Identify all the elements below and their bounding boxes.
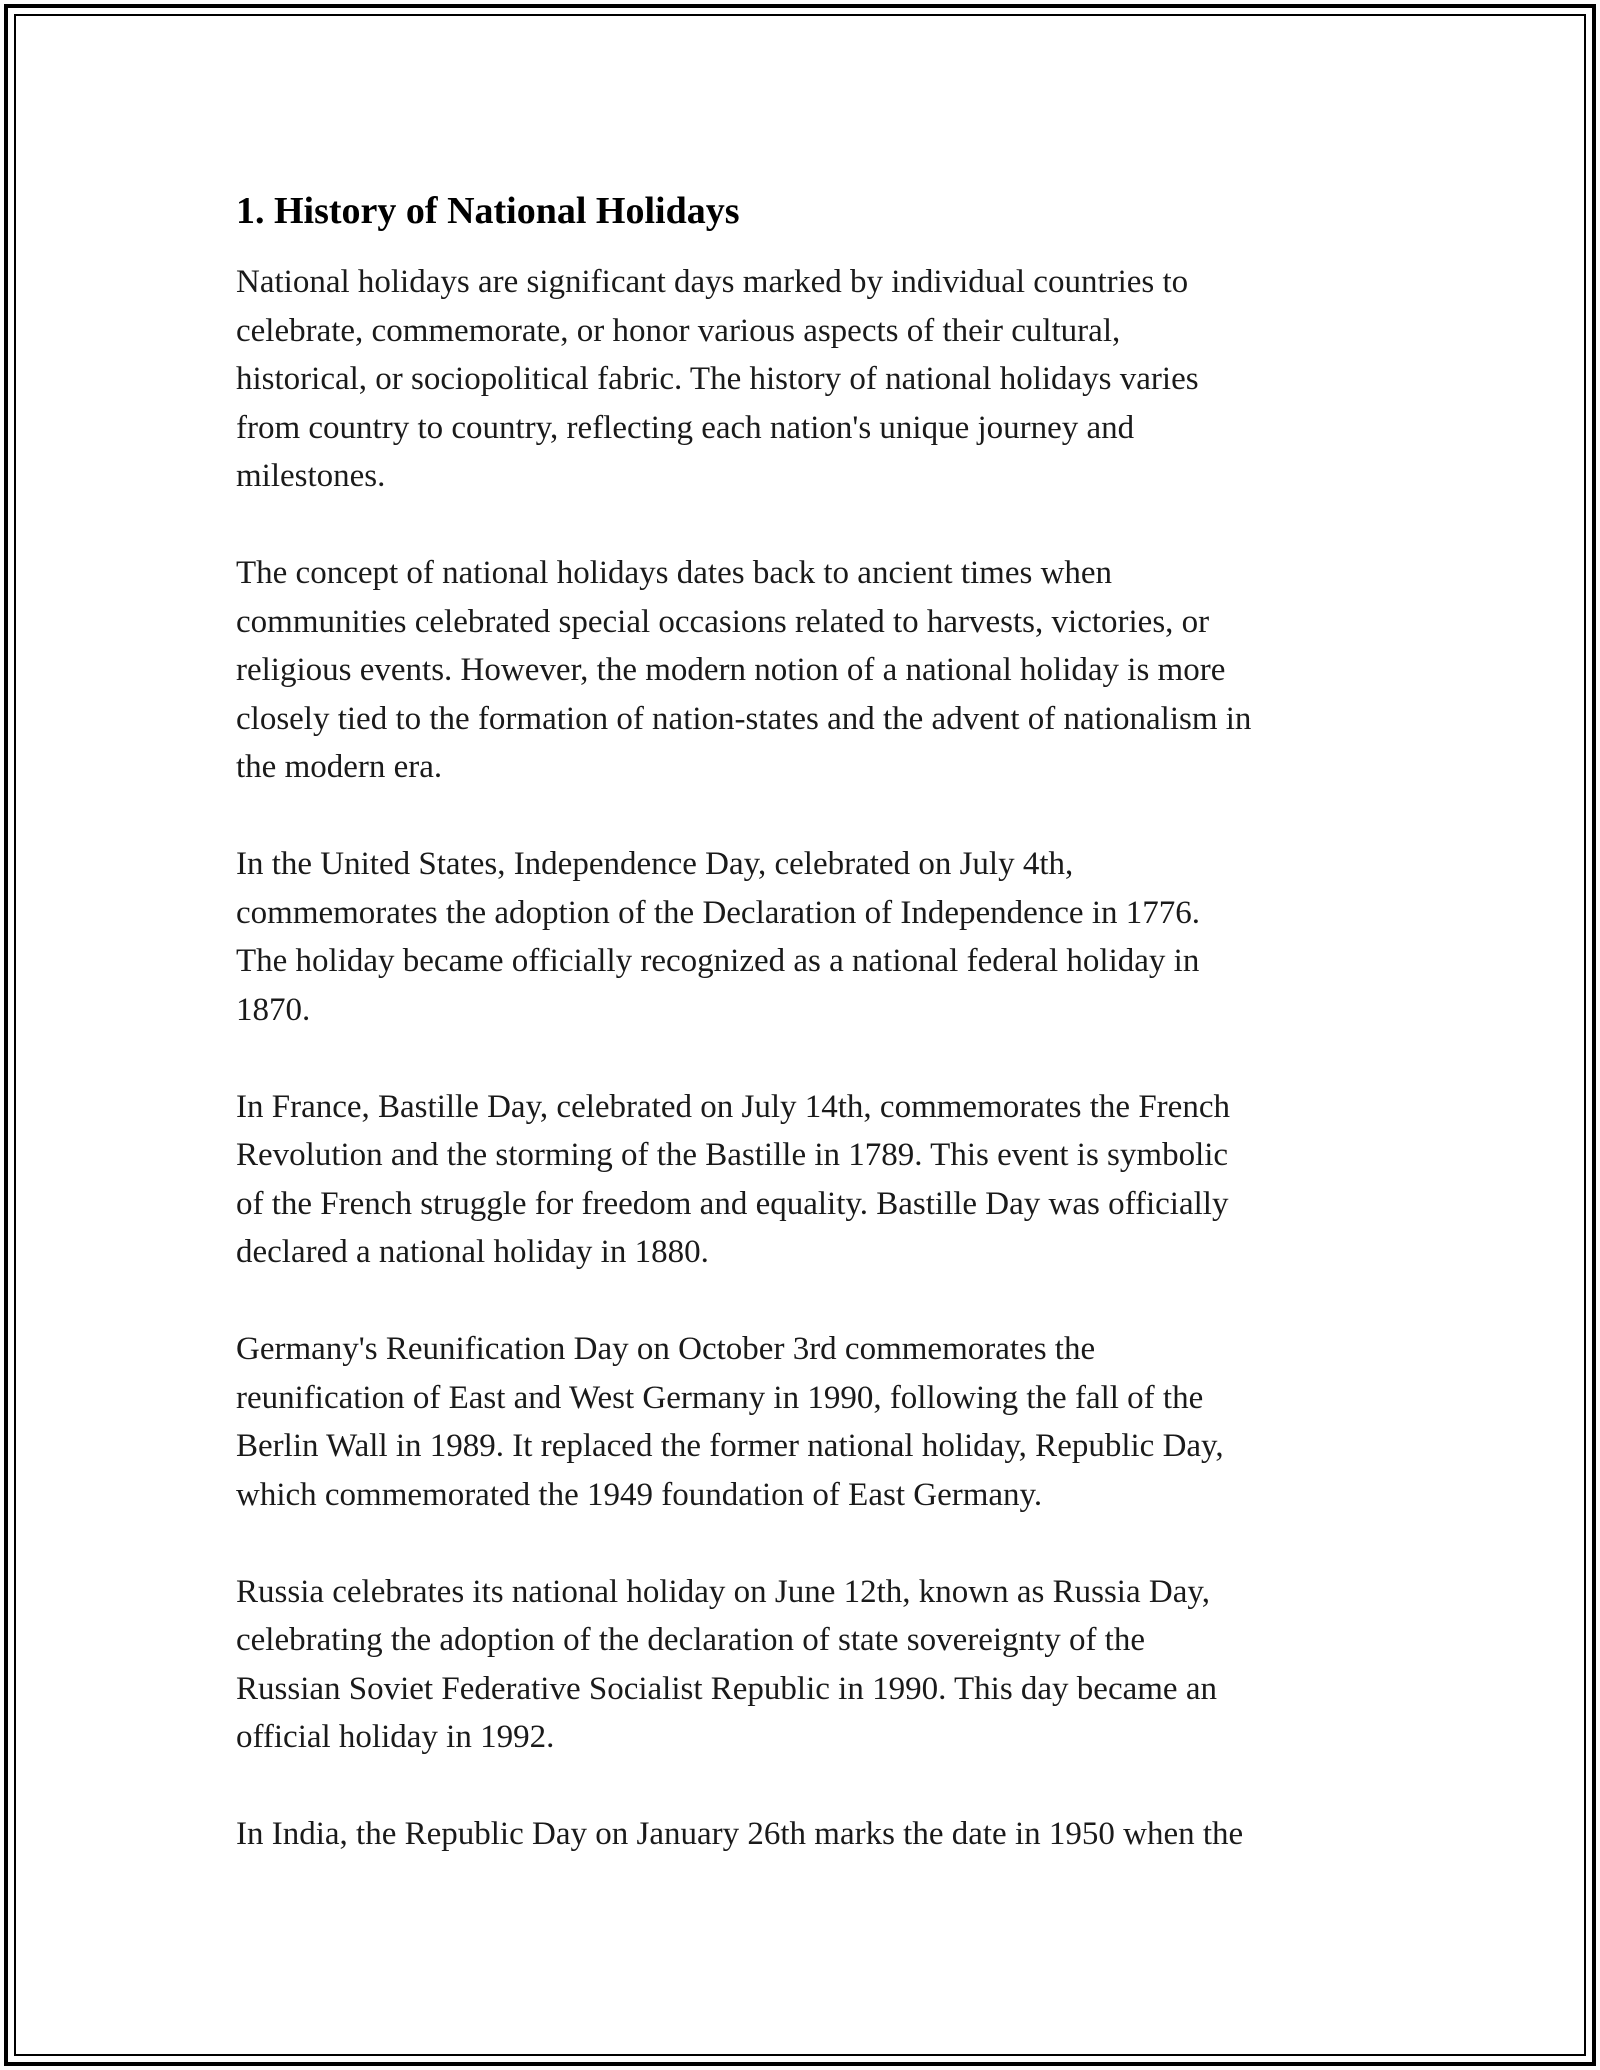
- document-page: [236, 186, 1376, 1907]
- text-line: religious events. However, the modern notion of a national holiday is more: [236, 652, 1226, 688]
- text-line: The concept of national holidays dates back to ancient times when: [236, 555, 1113, 591]
- paragraph-germany: [236, 1325, 1376, 1519]
- text-line: Revolution and the storming of the Bastille in 1789. This event is symbolic: [236, 1137, 1229, 1173]
- text-line: Russian Soviet Federative Socialist Republic in 1990. This day became an: [236, 1670, 1217, 1707]
- section-title: 1. History of National Holidays: [236, 190, 740, 232]
- text-line: milestones.: [236, 458, 386, 494]
- text-line: In the United States, Independence Day, celebrated on July 4th,: [236, 846, 1074, 882]
- text-line: closely tied to the formation of nation-states and the advent of nationalism in: [236, 700, 1252, 737]
- text-line: Russia celebrates its national holiday on June 12th, known as Russia Day,: [236, 1573, 1210, 1610]
- text-line: communities celebrated special occasions related to harvests, victories, or: [236, 603, 1210, 640]
- paragraph-united-states: [236, 840, 1376, 1034]
- text-line: historical, or sociopolitical fabric. The history of national holidays varies: [236, 361, 1199, 397]
- paragraph-france: [236, 1083, 1376, 1277]
- text-line: the modern era.: [236, 749, 443, 785]
- text-line: National holidays are significant days marked by individual countries to: [236, 264, 1189, 300]
- text-line: from country to country, reflecting each nation's unique journey and: [236, 409, 1135, 446]
- text-line: Berlin Wall in 1989. It replaced the former national holiday, Republic Day,: [236, 1428, 1224, 1464]
- text-line: commemorates the adoption of the Declaration of Independence in 1776.: [236, 894, 1200, 931]
- text-line: official holiday in 1992.: [236, 1719, 555, 1755]
- text-line: reunification of East and West Germany in 1990, following the fall of the: [236, 1379, 1204, 1416]
- text-line: of the French struggle for freedom and equality. Bastille Day was officially: [236, 1185, 1229, 1222]
- text-line: Germany's Reunification Day on October 3rd commemorates the: [236, 1331, 1096, 1367]
- text-line: celebrating the adoption of the declaration of state sovereignty of the: [236, 1622, 1145, 1658]
- paragraph-russia: [236, 1568, 1376, 1762]
- text-line: 1870.: [236, 991, 311, 1028]
- text-line: In France, Bastille Day, celebrated on July 14th, commemorates the French: [236, 1088, 1230, 1125]
- paragraph-india: [236, 1810, 1376, 1859]
- text-line: celebrate, commemorate, or honor various aspects of their cultural,: [236, 312, 1121, 349]
- text-line: which commemorated the 1949 foundation of East Germany.: [236, 1476, 1043, 1513]
- text-line: In India, the Republic Day on January 26th marks the date in 1950 when the: [236, 1816, 1244, 1852]
- paragraph-concept: [236, 549, 1376, 792]
- text-line: declared a national holiday in 1880.: [236, 1234, 709, 1270]
- text-line: The holiday became officially recognized as a national federal holiday in: [236, 943, 1200, 979]
- paragraph-intro: [236, 258, 1376, 501]
